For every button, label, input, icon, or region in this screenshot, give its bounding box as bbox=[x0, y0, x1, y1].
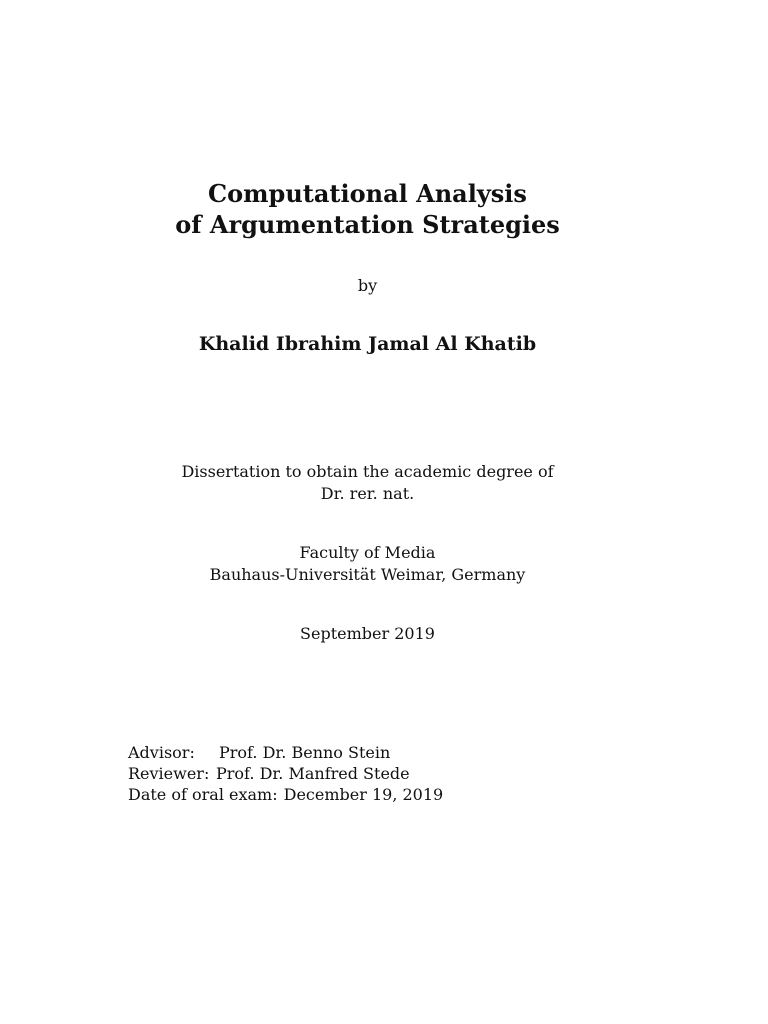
faculty-name: Faculty of Media bbox=[299, 543, 436, 562]
thesis-title bbox=[0, 178, 735, 240]
reviewer-value: Prof. Dr. Manfred Stede bbox=[216, 764, 410, 783]
reviewer-label: Reviewer: bbox=[128, 764, 210, 783]
advisor-label: Advisor: bbox=[128, 743, 195, 762]
author-name: Khalid Ibrahim Jamal Al Khatib bbox=[198, 333, 537, 355]
university-name: Bauhaus-Universität Weimar, Germany bbox=[209, 565, 526, 584]
title-line-2: of Argumentation Strategies bbox=[175, 210, 560, 239]
title-line-1: Computational Analysis bbox=[208, 179, 527, 208]
dissertation-statement bbox=[0, 461, 735, 505]
institution-block bbox=[0, 542, 735, 586]
advisor-value: Prof. Dr. Benno Stein bbox=[219, 743, 391, 762]
exam-date-value: December 19, 2019 bbox=[283, 785, 444, 804]
committee-row-advisor bbox=[128, 742, 443, 763]
exam-date-label: Date of oral exam: bbox=[128, 785, 278, 804]
committee-row-reviewer bbox=[128, 763, 443, 784]
dissertation-line-2: Dr. rer. nat. bbox=[320, 484, 415, 503]
by-text: by bbox=[357, 276, 378, 295]
submission-date: September 2019 bbox=[300, 624, 435, 643]
dissertation-line-1: Dissertation to obtain the academic degree of bbox=[181, 462, 554, 481]
committee-row-exam-date bbox=[128, 784, 443, 805]
committee-block bbox=[128, 742, 443, 805]
